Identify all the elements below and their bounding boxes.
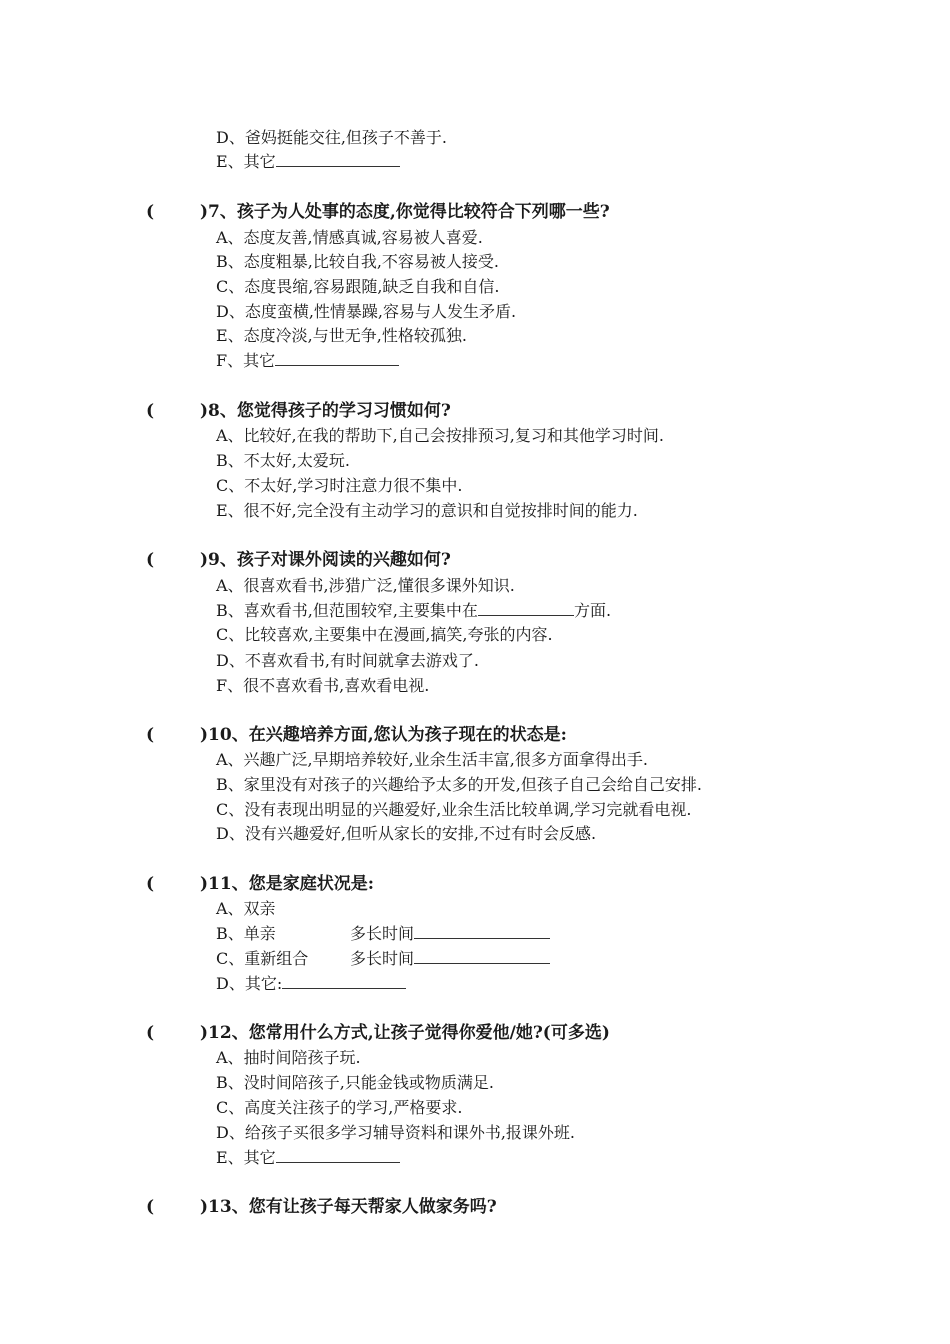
q8-option-c: C、不太好,学习时注意力很不集中. [216,476,463,495]
option-prev-e [216,152,400,172]
q7-option-e: E、态度冷淡,与世无争,性格较孤独. [216,326,467,345]
answer-blank[interactable] [478,601,574,616]
option-label: F、其它 [216,351,276,370]
option-label: E、其它 [216,1148,276,1167]
q7-option-d: D、态度蛮横,性情暴躁,容易与人发生矛盾. [216,302,517,321]
question-13-stem: )13、您有让孩子每天帮家人做家务吗? [200,1197,497,1217]
q12-option-e [216,1148,400,1168]
q8-option-e: E、很不好,完全没有主动学习的意识和自觉按排时间的能力. [216,501,638,520]
q7-option-f [216,351,399,371]
q10-option-b: B、家里没有对孩子的兴趣给予太多的开发,但孩子自己会给自己安排. [216,775,702,794]
answer-paren-q8[interactable]: ( [146,401,155,421]
option-label: C、重新组合 [216,949,309,968]
answer-blank[interactable] [275,351,399,366]
answer-blank[interactable] [414,949,550,964]
q11-option-a: A、双亲 [216,899,276,918]
q11-option-b [216,924,550,944]
q11-option-c [216,949,550,969]
q12-option-a: A、抽时间陪孩子玩. [216,1048,361,1067]
question-12-stem: )12、您常用什么方式,让孩子觉得你爱他/她?(可多选) [200,1023,610,1043]
q8-option-b: B、不太好,太爱玩. [216,451,350,470]
option-label: D、其它: [216,974,283,993]
q12-option-b: B、没时间陪孩子,只能金钱或物质满足. [216,1073,494,1092]
q7-option-a: A、态度友善,情感真诚,容易被人喜爱. [216,228,483,247]
question-10-stem: )10、在兴趣培养方面,您认为孩子现在的状态是: [200,725,567,745]
question-7-stem: )7、孩子为人处事的态度,你觉得比较符合下列哪一些? [200,202,610,222]
q9-option-b [216,601,611,621]
option-label: B、单亲 [216,924,276,943]
q9-option-a: A、很喜欢看书,涉猎广泛,懂很多课外知识. [216,576,515,595]
question-11-stem: )11、您是家庭状况是: [200,874,374,894]
answer-paren-q9[interactable]: ( [146,550,155,570]
q10-option-d: D、没有兴趣爱好,但听从家长的安排,不过有时会反感. [216,824,597,843]
q8-option-a: A、比较好,在我的帮助下,自己会按排预习,复习和其他学习时间. [216,426,664,445]
q10-option-a: A、兴趣广泛,早期培养较好,业余生活丰富,很多方面拿得出手. [216,750,648,769]
q9-option-c: C、比较喜欢,主要集中在漫画,搞笑,夸张的内容. [216,625,553,644]
answer-paren-q7[interactable]: ( [146,202,155,222]
answer-paren-q12[interactable]: ( [146,1023,155,1043]
q12-option-c: C、高度关注孩子的学习,严格要求. [216,1098,463,1117]
option-label: E、其它 [216,152,276,171]
answer-blank[interactable] [276,1148,400,1163]
q11-option-d [216,974,406,994]
duration-label: 多长时间 [350,924,415,943]
option-label: B、喜欢看书,但范围较窄,主要集中在 [216,601,478,620]
duration-label: 多长时间 [350,949,415,968]
answer-paren-q10[interactable]: ( [146,725,155,745]
answer-paren-q13[interactable]: ( [146,1197,155,1217]
answer-blank[interactable] [414,924,550,939]
q9-option-d: D、不喜欢看书,有时间就拿去游戏了. [216,651,480,670]
q7-option-c: C、态度畏缩,容易跟随,缺乏自我和自信. [216,277,500,296]
answer-blank[interactable] [276,152,400,167]
question-9-stem: )9、孩子对课外阅读的兴趣如何? [200,550,451,570]
question-8-stem: )8、您觉得孩子的学习习惯如何? [200,401,451,421]
option-prev-d: D、爸妈挺能交往,但孩子不善于. [216,128,448,147]
q9-option-f: F、很不喜欢看书,喜欢看电视. [216,676,430,695]
answer-paren-q11[interactable]: ( [146,874,155,894]
option-label-suffix: 方面. [573,601,612,620]
q7-option-b: B、态度粗暴,比较自我,不容易被人接受. [216,252,500,271]
q10-option-c: C、没有表现出明显的兴趣爱好,业余生活比较单调,学习完就看电视. [216,800,692,819]
q12-option-d: D、给孩子买很多学习辅导资料和课外书,报课外班. [216,1123,576,1142]
answer-blank[interactable] [282,974,406,989]
